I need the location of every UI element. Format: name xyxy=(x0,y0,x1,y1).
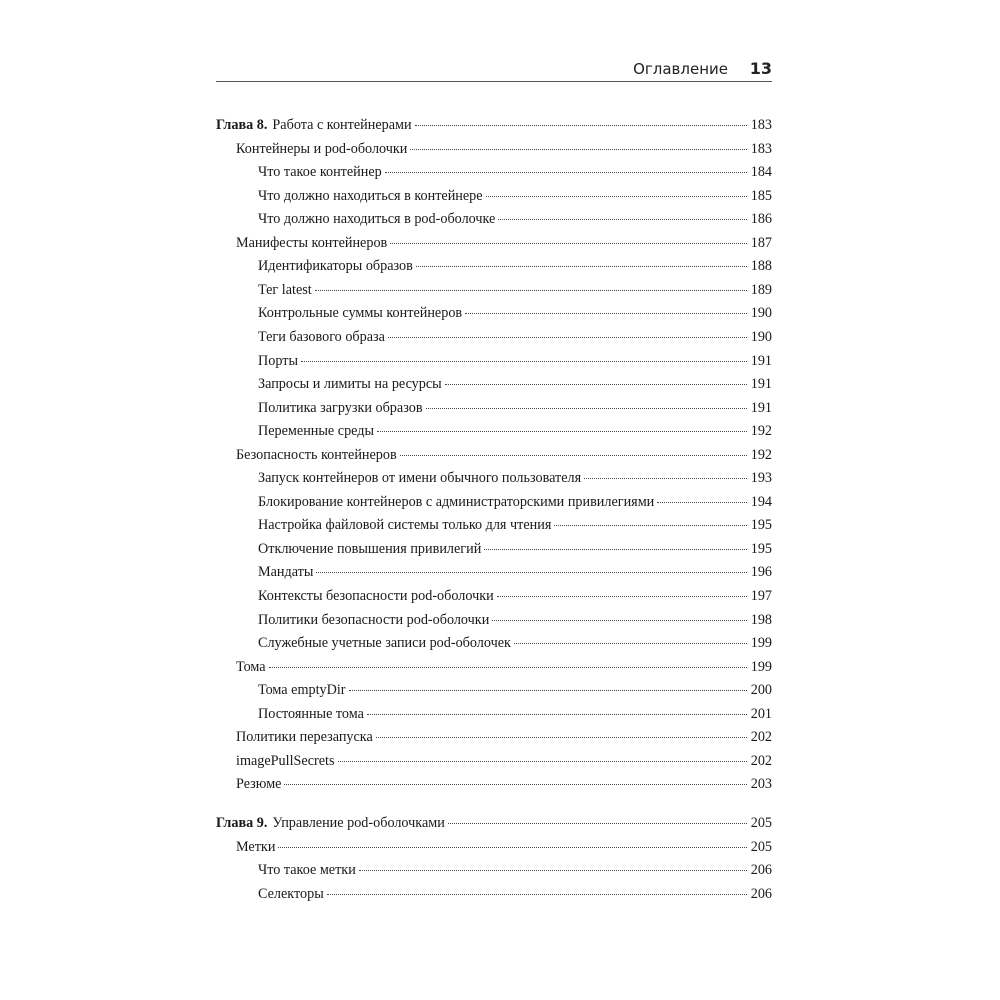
toc-entry-title: Теги базового образа xyxy=(258,328,385,345)
toc-entry-title: Запуск контейнеров от имени обычного пользователя xyxy=(258,470,582,487)
toc-dot-leader xyxy=(416,266,747,267)
toc-entry xyxy=(216,188,772,208)
toc-entry-title: Управление pod-оболочками xyxy=(272,814,445,831)
toc-page-number: 186 xyxy=(750,211,772,228)
toc-entry xyxy=(216,541,772,561)
toc-entry-title: Идентификаторы образов xyxy=(258,258,413,275)
toc-entry-title: Порты xyxy=(258,352,298,369)
toc-dot-leader xyxy=(301,361,747,362)
toc-dot-leader xyxy=(377,431,747,432)
running-header-title: Оглавление xyxy=(633,60,728,78)
toc-entry-title: Настройка файловой системы только для чтения xyxy=(258,517,552,534)
toc-page-number: 192 xyxy=(750,446,772,463)
toc-entry-title: Тома emptyDir xyxy=(258,682,346,699)
toc-entry xyxy=(216,729,772,749)
toc-page-number: 194 xyxy=(750,493,772,510)
toc-dot-leader xyxy=(657,502,747,503)
toc-page-number: 190 xyxy=(750,305,772,322)
toc-dot-leader xyxy=(465,313,747,314)
running-header xyxy=(216,58,772,80)
toc-dot-leader xyxy=(284,784,747,785)
toc-entry xyxy=(216,211,772,231)
toc-entry-title: Политика загрузки образов xyxy=(258,399,423,416)
toc-entry xyxy=(216,564,772,584)
toc-page-number: 202 xyxy=(750,729,772,746)
toc-entry xyxy=(216,447,772,467)
toc-dot-leader xyxy=(415,125,747,126)
toc-dot-leader xyxy=(390,243,747,244)
toc-entry-title: Мандаты xyxy=(258,564,314,581)
toc-page-number: 193 xyxy=(750,470,772,487)
toc-entry xyxy=(216,886,772,906)
toc-entry xyxy=(216,612,772,632)
toc-page-number: 183 xyxy=(750,117,772,133)
toc-entry xyxy=(216,329,772,349)
toc-dot-leader xyxy=(376,737,747,738)
toc-dot-leader xyxy=(497,596,747,597)
toc-dot-leader xyxy=(338,761,747,762)
toc-entry xyxy=(216,776,772,796)
toc-entry-title: Тома xyxy=(236,658,266,675)
toc-entry xyxy=(216,659,772,679)
toc-entry-title: Работа с контейнерами xyxy=(272,117,412,133)
toc-entry xyxy=(216,494,772,514)
toc-page-number: 190 xyxy=(750,328,772,345)
toc-dot-leader xyxy=(410,149,747,150)
toc-dot-leader xyxy=(385,172,747,173)
toc-dot-leader xyxy=(448,823,747,824)
toc-page-number: 201 xyxy=(750,705,772,722)
toc-entry-title: Контейнеры и pod-оболочки xyxy=(236,140,408,157)
toc-chapter-number: Глава 9. xyxy=(216,814,268,831)
toc-entry xyxy=(216,588,772,608)
toc-entry xyxy=(216,862,772,882)
toc-dot-leader xyxy=(316,572,747,573)
toc-page-number: 188 xyxy=(750,258,772,275)
toc-entry-title: Резюме xyxy=(236,776,282,793)
toc-entry-title: Безопасность контейнеров xyxy=(236,446,397,463)
toc-dot-leader xyxy=(400,455,747,456)
toc-dot-leader xyxy=(359,870,747,871)
page-number: 13 xyxy=(749,59,772,78)
toc-entry xyxy=(216,258,772,278)
toc-entry xyxy=(216,753,772,773)
toc-page-number: 189 xyxy=(750,281,772,298)
toc-entry-title: Запросы и лимиты на ресурсы xyxy=(258,376,442,393)
toc-entry-title: Тег latest xyxy=(258,281,312,298)
toc-page-number: 199 xyxy=(750,658,772,675)
toc-page-number: 187 xyxy=(750,234,772,251)
toc-page-number: 195 xyxy=(750,540,772,557)
toc-dot-leader xyxy=(327,894,747,895)
toc-dot-leader xyxy=(514,643,747,644)
toc-page-number: 199 xyxy=(750,635,772,652)
toc-page-number: 192 xyxy=(750,423,772,440)
toc-page-number: 195 xyxy=(750,517,772,534)
toc-page-number: 191 xyxy=(750,352,772,369)
toc-entry xyxy=(216,353,772,373)
toc-dot-leader xyxy=(349,690,747,691)
toc-entry-title: Переменные среды xyxy=(258,423,375,440)
toc-dot-leader xyxy=(498,219,747,220)
toc-entry-title: Политики безопасности pod-оболочки xyxy=(258,611,490,628)
toc-page-number: 202 xyxy=(750,752,772,769)
toc-dot-leader xyxy=(486,196,747,197)
toc-page-number: 206 xyxy=(750,885,772,902)
toc-entry-title: Служебные учетные записи pod-оболочек xyxy=(258,635,511,652)
toc-page-number: 200 xyxy=(750,682,772,699)
toc-entry-title: Метки xyxy=(236,838,276,855)
toc-entry xyxy=(216,305,772,325)
toc-page-number: 191 xyxy=(750,376,772,393)
toc-entry-title: imagePullSecrets xyxy=(236,752,335,769)
toc-page-number: 198 xyxy=(750,611,772,628)
toc-dot-leader xyxy=(315,290,747,291)
header-rule xyxy=(216,81,772,82)
toc-dot-leader xyxy=(492,620,747,621)
toc-chapter-entry xyxy=(216,117,772,137)
toc-entry-title: Политики перезапуска xyxy=(236,729,373,746)
toc-page-number: 197 xyxy=(750,588,772,604)
toc-entry xyxy=(216,635,772,655)
toc-page-number: 205 xyxy=(750,814,772,831)
toc-entry xyxy=(216,423,772,443)
toc-entry-title: Что должно находиться в pod-оболочке xyxy=(258,211,496,228)
toc-entry-title: Контрольные суммы контейнеров xyxy=(258,305,463,322)
toc-dot-leader xyxy=(426,408,747,409)
toc-entry-title: Отключение повышения привилегий xyxy=(258,540,482,557)
toc-entry-title: Что такое контейнер xyxy=(258,164,382,181)
toc-dot-leader xyxy=(388,337,747,338)
toc-page-number: 206 xyxy=(750,862,772,879)
toc-page-number: 205 xyxy=(750,838,772,855)
toc-entry-title: Что такое метки xyxy=(258,862,356,879)
toc-entry xyxy=(216,839,772,859)
toc-entry xyxy=(216,706,772,726)
toc-entry xyxy=(216,517,772,537)
toc-dot-leader xyxy=(278,847,747,848)
toc-entry xyxy=(216,682,772,702)
toc-entry-title: Манифесты контейнеров xyxy=(236,234,388,251)
toc-entry xyxy=(216,141,772,161)
toc-dot-leader xyxy=(484,549,747,550)
toc-entry-title: Селекторы xyxy=(258,885,324,902)
toc-page-number: 196 xyxy=(750,564,772,581)
toc-entry-title: Блокирование контейнеров с администраторскими привилегиями xyxy=(258,493,655,510)
toc-entry xyxy=(216,282,772,302)
toc-dot-leader xyxy=(554,525,747,526)
toc-dot-leader xyxy=(367,714,747,715)
toc-entry xyxy=(216,235,772,255)
toc-page-number: 185 xyxy=(750,187,772,204)
toc-page-number: 191 xyxy=(750,399,772,416)
toc-chapter-number: Глава 8. xyxy=(216,117,268,133)
toc-entry xyxy=(216,470,772,490)
toc-entry-title: Что должно находиться в контейнере xyxy=(258,187,483,204)
toc-page-number: 183 xyxy=(750,140,772,157)
toc-page-number: 184 xyxy=(750,164,772,181)
toc-entry xyxy=(216,400,772,420)
toc-chapter-entry xyxy=(216,815,772,835)
toc-page-number: 203 xyxy=(750,776,772,793)
toc-entry-title: Контексты безопасности pod-оболочки xyxy=(258,588,494,604)
toc-entry xyxy=(216,376,772,396)
toc-entry-title: Постоянные тома xyxy=(258,705,364,722)
toc-dot-leader xyxy=(445,384,747,385)
toc-dot-leader xyxy=(269,667,747,668)
toc-entry xyxy=(216,164,772,184)
toc-dot-leader xyxy=(584,478,747,479)
